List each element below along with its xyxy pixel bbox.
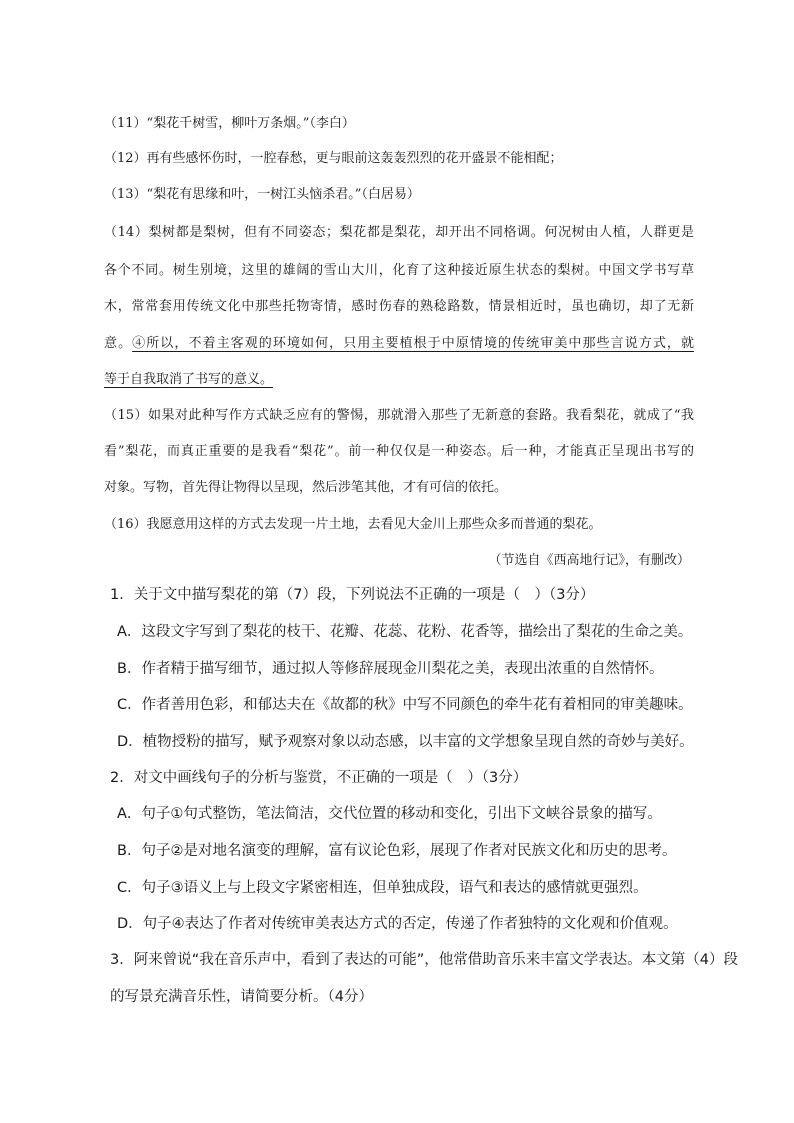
- question-3-stem-line-2: 的写景充满音乐性，请简要分析。（4分）: [110, 989, 373, 1005]
- passage-paragraph-15-line-3: 对象。写物，首先得让物得以呈现，然后涉笔其他，才有可信的依托。: [104, 480, 508, 495]
- question-2-stem: 2．对文中画线句子的分析与鉴赏，不正确的一项是（ ）（3分）: [110, 770, 528, 786]
- passage-paragraph-12: （12）再有些感怀伤时，一腔春愁，更与眼前这轰轰烈烈的花开盛景不能相配；: [104, 151, 563, 166]
- question-2-option-d: D．句子④表达了作者对传统审美表达方式的否定，传递了作者独特的文化观和价值观。: [117, 916, 678, 932]
- passage-paragraph-14-line-3: 木，常常套用传统文化中那些托物寄情，感时伤春的熟稔路数，情景相近时，虽也确切，却了无新: [104, 299, 694, 314]
- question-2-option-c: C．句子③语义上与上段文字紧密相连，但单独成段，语气和表达的感情就更强烈。: [117, 880, 648, 896]
- passage-paragraph-13: （13）“梨花有思缘和叶，一树江头恼杀君。”（白居易）: [104, 187, 420, 202]
- question-1-option-b: B．作者精于描写细节，通过拟人等修辞展现金川梨花之美，表现出浓重的自然情怀。: [117, 661, 664, 677]
- passage-paragraph-15-line-2: 看”梨花，而真正重要的是我看“梨花”。前一种仅仅是一种姿态。后一种，才能真正呈现出书写的: [104, 444, 694, 459]
- passage-paragraph-14-line-4: [104, 332, 694, 351]
- question-1-stem: 1．关于文中描写梨花的第（7）段，下列说法不正确的一项是（ ）（3分）: [110, 587, 595, 603]
- underlined-sentence-4-end: 等于自我取消了书写的意义。: [104, 372, 274, 387]
- question-1-option-d: D．植物授粉的描写，赋予观察对象以动态感，以丰富的文学想象呈现自然的奇妙与美好。: [117, 734, 694, 750]
- passage-paragraph-14-line-2: 各个不同。树生别境，这里的雄阔的雪山大川，化育了这种接近原生状态的梨树。中国文学书写草: [104, 263, 694, 278]
- underlined-sentence-4: ④所以，不着主客观的环境如何，只用主要植根于中原情境的传统审美中那些言说方式，就: [132, 336, 694, 351]
- question-1-option-c: C．作者善用色彩，和郁达夫在《故都的秋》中写不同颜色的牵牛花有着相同的审美趣味。: [117, 697, 693, 713]
- question-1-option-a: A．这段文字写到了梨花的枝干、花瓣、花蕊、花粉、花香等，描绘出了梨花的生命之美。: [117, 624, 693, 640]
- passage-paragraph-14-line-1: （14）梨树都是梨树，但有不同姿态；梨花都是梨花，却开出不同格调。何况树由人植，人群更是: [104, 225, 694, 240]
- passage-paragraph-15-line-1: （15）如果对此种写作方式缺乏应有的警惕，那就滑入那些了无新意的套路。我看梨花，就成了“我: [104, 408, 694, 423]
- passage-text: 意。: [104, 336, 133, 351]
- question-3-stem-line-1: 3．阿来曾说“我在音乐声中，看到了表达的可能”，他常借助音乐来丰富文学表达。本文第（4）段: [110, 952, 738, 968]
- passage-paragraph-16: （16）我愿意用这样的方式去发现一片土地，去看见大金川上那些众多而普通的梨花。: [104, 517, 602, 532]
- passage-paragraph-11: （11）“梨花千树雪，柳叶万条烟。”（李白）: [104, 116, 355, 131]
- source-note: （节选自《西高地行记》，有删改）: [488, 553, 690, 568]
- question-2-option-a: A．句子①句式整饬，笔法简洁，交代位置的移动和变化，引出下文峡谷景象的描写。: [117, 806, 662, 822]
- question-2-option-b: B．句子②是对地名演变的理解，富有议论色彩，展现了作者对民族文化和历史的思考。: [117, 843, 677, 859]
